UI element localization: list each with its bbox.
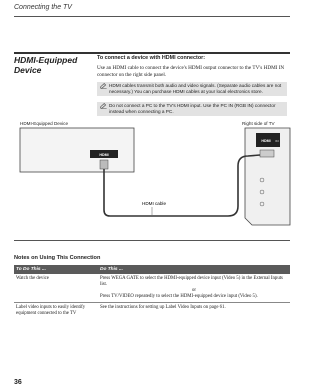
hdmi-cable-label: HDMI cable [142,201,166,206]
action-cell: See the instructions for setting up Label Video Inputs on page 61. [100,305,226,310]
section-title: HDMI-Equipped Device [14,55,78,75]
table-row [14,274,290,303]
device-cable-plug [100,160,108,169]
device-label: HDMI-Equipped Device [20,121,68,126]
connection-notes-table [14,265,290,319]
task-cell: Watch the device [14,274,98,303]
connection-notes-title: Notes on Using This Connection [14,255,101,261]
column-header: To Do This ... [14,265,98,274]
task-cell: Label video inputs to easily identify equipment connected to the TV [16,305,86,316]
tv-port-in-label: IN [275,139,279,143]
page-number: 36 [14,379,22,386]
action-cell [98,274,290,303]
tv-cable-plug [260,150,274,157]
column-header: Do This ... [98,265,290,274]
instruction-text: Use an HDMI cable to connect the device's HDMI output connector to the TV's HDMI IN connector on the right side panel. [97,65,285,78]
running-head: Connecting the TV [14,4,72,11]
note-text: HDMI cables transmit both audio and video signals. (Separate audio cables are not necessary.) You can purchase HDMI cables at your local electronics store. [109,83,282,94]
device-port-label: HDMI [99,153,109,157]
action-text: Press WEGA GATE to select the HDMI-equipped device input (Video 5) in the External Inputs list. [100,276,283,287]
action-text: Press TV/VIDEO repeatedly to select the HDMI-equipped device input (Video 5). [100,294,258,299]
note-text: Do not connect a PC to the TV's HDMI input. Use the PC IN (RGB IN) connector instead when connecting a PC. [109,103,276,114]
or-text: or [192,288,196,293]
diagram-bottom-rule [14,240,290,241]
tv-port-label: HDMI [261,139,271,143]
table-header-row [14,265,290,274]
table-row [14,303,290,320]
tv-side-label: Right side of TV [242,121,275,126]
procedure-title: To connect a device with HDMI connector: [97,55,206,61]
